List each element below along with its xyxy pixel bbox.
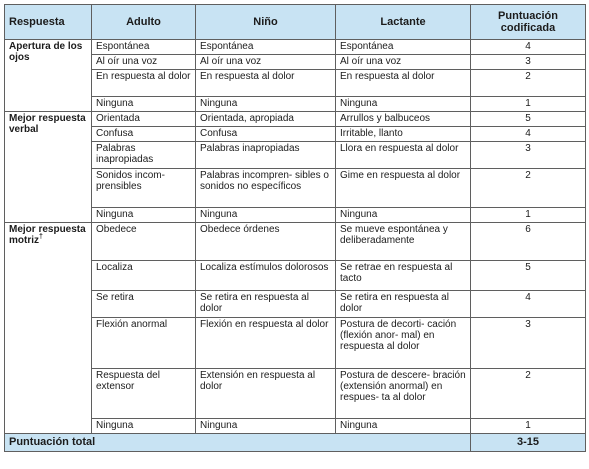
table-row [5,127,586,142]
cell-adulto: Palabras inapropiadas [92,142,196,169]
cell-nino: Ninguna [196,97,336,112]
cell-nino: Al oír una voz [196,55,336,70]
cell-lactante: Arrullos y balbuceos [336,112,471,127]
cell-lactante: Se retrae en respuesta al tacto [336,261,471,291]
cell-adulto: Orientada [92,112,196,127]
cell-nino: Ninguna [196,208,336,223]
cell-lactante: Postura de descere- bración (extensión anormal) en respues- ta al dolor [336,369,471,419]
table-body [5,40,586,434]
cell-adulto: Ninguna [92,419,196,434]
cell-nino: Flexión en respuesta al dolor [196,318,336,369]
table-row [5,208,586,223]
table-row [5,223,586,261]
cell-nino: Orientada, apropiada [196,112,336,127]
cell-score: 4 [471,127,586,142]
table-row [5,55,586,70]
cell-adulto: Confusa [92,127,196,142]
header-respuesta: Respuesta [5,5,92,40]
cell-lactante: Se mueve espontánea y deliberadamente [336,223,471,261]
cell-adulto: Sonidos incom- prensibles [92,169,196,208]
header-nino: Niño [196,5,336,40]
cell-adulto: En respuesta al dolor [92,70,196,97]
cell-score: 3 [471,142,586,169]
table-row [5,291,586,318]
cell-nino: Se retira en respuesta al dolor [196,291,336,318]
cell-score: 3 [471,318,586,369]
cell-adulto: Al oír una voz [92,55,196,70]
cell-score: 3 [471,55,586,70]
table-row [5,419,586,434]
cell-nino: Palabras incompren- sibles o sonidos no específicos [196,169,336,208]
category-cell [5,223,92,434]
cell-lactante: Ninguna [336,97,471,112]
cell-lactante: En respuesta al dolor [336,70,471,97]
cell-nino: Obedece órdenes [196,223,336,261]
total-row [5,434,586,452]
footnote-mark: † [39,233,43,241]
cell-adulto: Flexión anormal [92,318,196,369]
cell-lactante: Postura de decorti- cación (flexión anor- mal) en respuesta al dolor [336,318,471,369]
category-cell [5,112,92,223]
category-label: Apertura de los ojos [9,41,83,64]
cell-adulto: Ninguna [92,97,196,112]
cell-adulto: Localiza [92,261,196,291]
table-row [5,169,586,208]
cell-score: 5 [471,112,586,127]
glasgow-coma-scale-table [4,4,586,452]
table-row [5,261,586,291]
cell-nino: Localiza estímulos dolorosos [196,261,336,291]
cell-nino: Ninguna [196,419,336,434]
cell-lactante: Gime en respuesta al dolor [336,169,471,208]
cell-nino: Palabras inapropiadas [196,142,336,169]
cell-adulto: Obedece [92,223,196,261]
table-row [5,369,586,419]
cell-adulto: Espontánea [92,40,196,55]
cell-lactante: Ninguna [336,419,471,434]
table-row [5,318,586,369]
cell-lactante: Se retira en respuesta al dolor [336,291,471,318]
cell-nino: Confusa [196,127,336,142]
category-label: Mejor respuesta motriz [9,224,86,247]
table-row [5,142,586,169]
cell-lactante: Ninguna [336,208,471,223]
category-cell [5,40,92,112]
cell-adulto: Se retira [92,291,196,318]
total-label: Puntuación total [5,434,471,452]
cell-score: 4 [471,40,586,55]
total-value: 3-15 [471,434,586,452]
cell-nino: Extensión en respuesta al dolor [196,369,336,419]
table-row [5,97,586,112]
header-lactante: Lactante [336,5,471,40]
table-row [5,40,586,55]
cell-score: 5 [471,261,586,291]
cell-score: 1 [471,208,586,223]
cell-score: 4 [471,291,586,318]
cell-lactante: Espontánea [336,40,471,55]
cell-lactante: Al oír una voz [336,55,471,70]
cell-score: 2 [471,70,586,97]
header-puntuacion: Puntuación codificada [471,5,586,40]
cell-score: 2 [471,169,586,208]
cell-lactante: Llora en respuesta al dolor [336,142,471,169]
table-row [5,70,586,97]
cell-score: 1 [471,419,586,434]
header-row [5,5,586,40]
header-adulto: Adulto [92,5,196,40]
cell-adulto: Respuesta del extensor [92,369,196,419]
cell-score: 6 [471,223,586,261]
category-label: Mejor respuesta verbal [9,113,86,136]
table-row [5,112,586,127]
cell-score: 1 [471,97,586,112]
cell-adulto: Ninguna [92,208,196,223]
cell-nino: En respuesta al dolor [196,70,336,97]
cell-lactante: Irritable, llanto [336,127,471,142]
cell-nino: Espontánea [196,40,336,55]
cell-score: 2 [471,369,586,419]
